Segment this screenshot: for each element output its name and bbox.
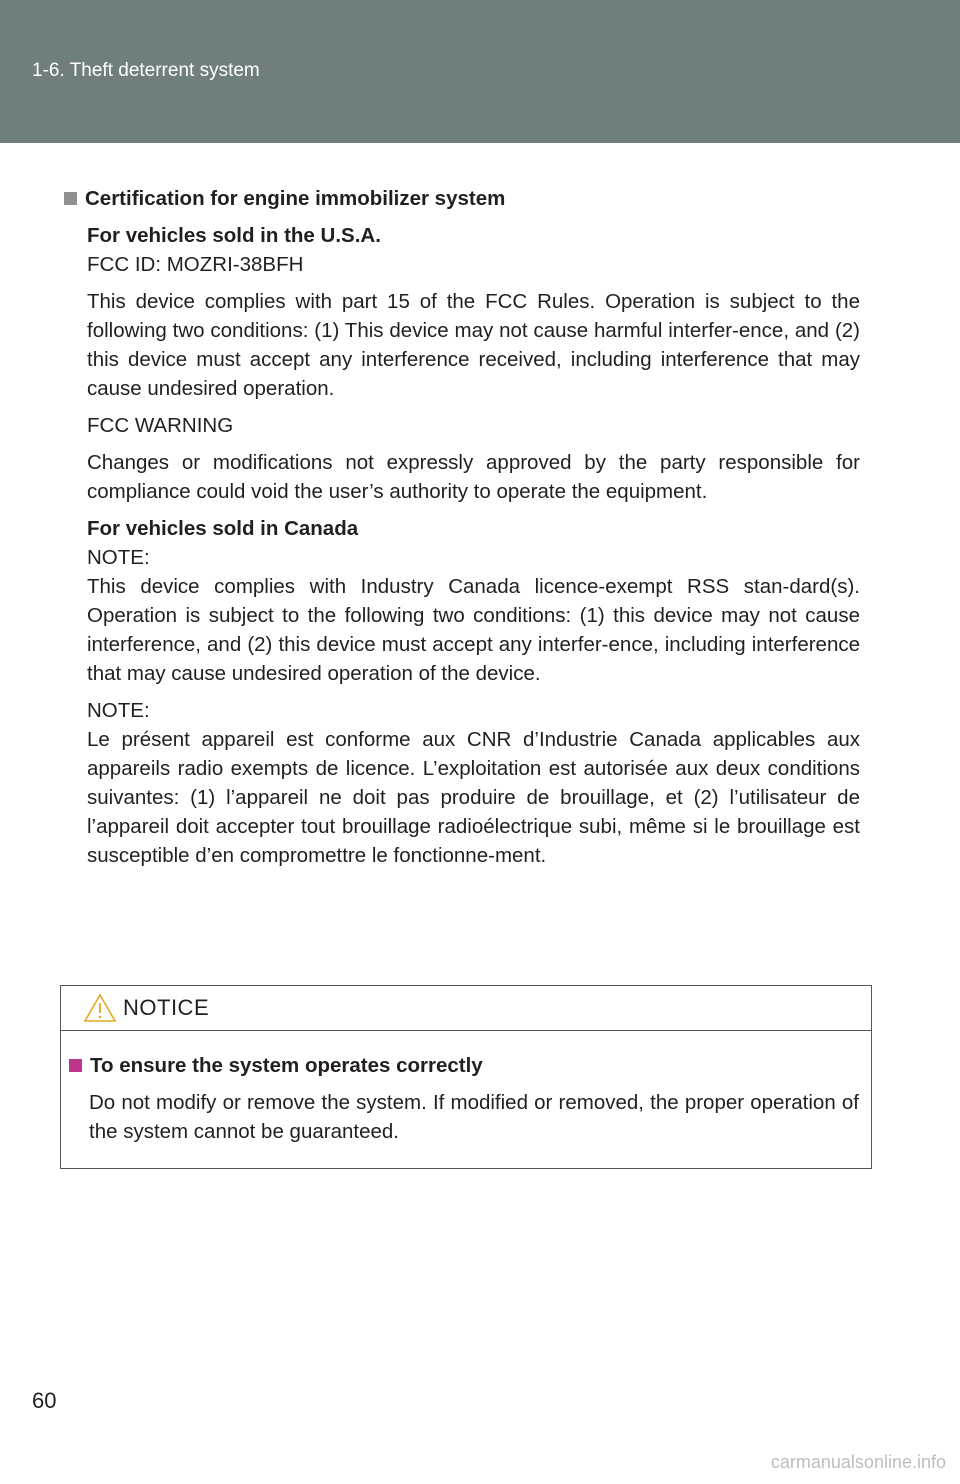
- fcc-id: FCC ID: MOZRI-38BFH: [87, 253, 304, 276]
- notice-title: To ensure the system operates correctly: [90, 1054, 483, 1077]
- notice-body: [61, 1031, 871, 1146]
- notice-box: [60, 985, 872, 1169]
- notice-label: NOTICE: [123, 995, 210, 1020]
- note-text-english: This device complies with Industry Canada licence-exempt RSS stan-dard(s). Operation is subject to the following two conditions: (1) this device may not cause interference, and (2) this device must accept any interfer-ence, including interference that may cause undesired operation of the device.: [87, 575, 860, 685]
- usa-heading: For vehicles sold in the U.S.A.: [87, 224, 381, 247]
- notice-text: Do not modify or remove the system. If modified or removed, the proper operation of the system cannot be guaranteed.: [89, 1091, 859, 1143]
- section-heading: [62, 184, 860, 213]
- usa-paragraph: This device complies with part 15 of the FCC Rules. Operation is subject to the following two conditions: (1) This device may not cause harmful interfer-ence, and (2) this device must accept any interference received, including interference that may cause undesired operation.: [87, 290, 860, 400]
- fcc-warning-label: FCC WARNING: [87, 414, 234, 437]
- section-title: Certification for engine immobilizer system: [85, 187, 506, 210]
- main-content: [62, 184, 860, 870]
- note-text-french: Le présent appareil est conforme aux CNR d’Industrie Canada applicables aux appareils radio exempts de licence. L’exploitation est autorisée aux deux conditions suivantes: (1) l’appareil ne doit pas produire de brouillage, et (2) l’utilisateur de l’appareil doit accepter tout brouillage radioélectrique subi, même si le brouillage est susceptible d’en compromettre le fonctionne-ment.: [87, 728, 860, 867]
- page-number: 60: [32, 1388, 57, 1413]
- watermark-text: carmanualsonline.info: [770, 1452, 946, 1472]
- notice-heading: [61, 1051, 859, 1080]
- fcc-warning-text: Changes or modifications not expressly approved by the party responsible for compliance could void the user’s authority to operate the equipment.: [87, 451, 860, 503]
- note-label: NOTE:: [87, 546, 150, 569]
- square-bullet-icon: [69, 1059, 82, 1072]
- note-label: NOTE:: [87, 699, 150, 722]
- chapter-title: 1-6. Theft deterrent system: [32, 60, 260, 81]
- square-bullet-icon: [64, 192, 77, 205]
- notice-header: [61, 986, 871, 1031]
- page-header: [0, 0, 960, 143]
- canada-heading: For vehicles sold in Canada: [87, 517, 359, 540]
- section-body: [62, 221, 860, 870]
- warning-triangle-icon: [83, 993, 117, 1023]
